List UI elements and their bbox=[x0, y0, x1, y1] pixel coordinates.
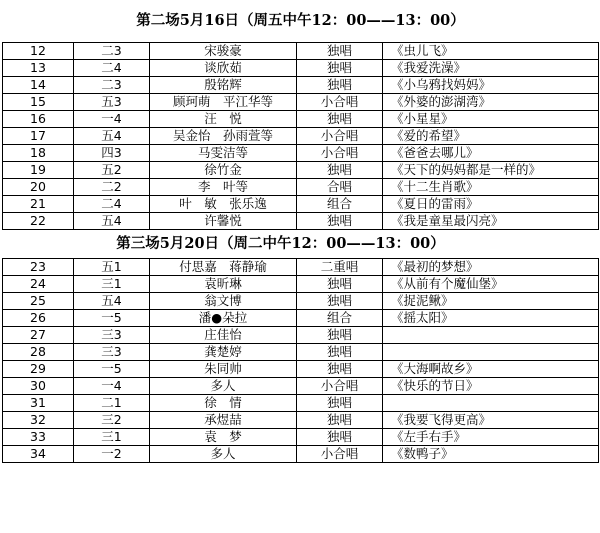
cell-song[interactable]: 《摇太阳》 bbox=[383, 310, 599, 327]
cell-song[interactable]: 《外婆的澎湖湾》 bbox=[383, 94, 599, 111]
cell-performer[interactable]: 马雯洁等 bbox=[150, 145, 297, 162]
table-row bbox=[3, 128, 599, 145]
table-row bbox=[3, 94, 599, 111]
cell-song[interactable]: 《从前有个魔仙堡》 bbox=[383, 276, 599, 293]
cell-performer[interactable]: 李 叶等 bbox=[150, 179, 297, 196]
cell-class[interactable]: 三3 bbox=[74, 344, 150, 361]
cell-class[interactable]: 五2 bbox=[74, 162, 150, 179]
cell-performer[interactable]: 宋骏豪 bbox=[150, 43, 297, 60]
cell-performer[interactable]: 袁昕琳 bbox=[150, 276, 297, 293]
cell-class[interactable]: 四3 bbox=[74, 145, 150, 162]
cell-class[interactable]: 三2 bbox=[74, 412, 150, 429]
cell-performer[interactable]: 殷铭辉 bbox=[150, 77, 297, 94]
table-row bbox=[3, 276, 599, 293]
table-row bbox=[3, 378, 599, 395]
table-row bbox=[3, 213, 599, 230]
cell-song[interactable]: 《小乌鸦找妈妈》 bbox=[383, 77, 599, 94]
cell-song[interactable] bbox=[383, 327, 599, 344]
cell-performer[interactable]: 叶 敏 张乐逸 bbox=[150, 196, 297, 213]
cell-performer[interactable]: 朱同帅 bbox=[150, 361, 297, 378]
cell-song[interactable]: 《夏日的雷雨》 bbox=[383, 196, 599, 213]
cell-song[interactable]: 《捉泥鳅》 bbox=[383, 293, 599, 310]
cell-number[interactable]: 26 bbox=[3, 310, 74, 327]
cell-number[interactable]: 16 bbox=[3, 111, 74, 128]
cell-song[interactable]: 《数鸭子》 bbox=[383, 446, 599, 463]
cell-performer[interactable]: 许馨悦 bbox=[150, 213, 297, 230]
table-row bbox=[3, 412, 599, 429]
cell-performance-type[interactable]: 独唱 bbox=[297, 77, 383, 94]
cell-number[interactable]: 22 bbox=[3, 213, 74, 230]
cell-song[interactable]: 《我爱洗澡》 bbox=[383, 60, 599, 77]
cell-class[interactable]: 二3 bbox=[74, 77, 150, 94]
table-row bbox=[3, 327, 599, 344]
cell-performer[interactable]: 徐 情 bbox=[150, 395, 297, 412]
cell-song[interactable]: 《爸爸去哪儿》 bbox=[383, 145, 599, 162]
cell-song[interactable] bbox=[383, 344, 599, 361]
cell-performance-type[interactable]: 独唱 bbox=[297, 111, 383, 128]
cell-performance-type[interactable]: 小合唱 bbox=[297, 378, 383, 395]
cell-song[interactable]: 《大海啊故乡》 bbox=[383, 361, 599, 378]
cell-number[interactable]: 32 bbox=[3, 412, 74, 429]
cell-performance-type[interactable]: 组合 bbox=[297, 196, 383, 213]
cell-class[interactable]: 三1 bbox=[74, 429, 150, 446]
program-table bbox=[2, 0, 599, 463]
cell-performer[interactable]: 袁 梦 bbox=[150, 429, 297, 446]
cell-performance-type[interactable]: 组合 bbox=[297, 310, 383, 327]
section-title[interactable]: 第三场5月20日（周二中午12：00——13：00） bbox=[3, 230, 599, 259]
cell-performance-type[interactable]: 独唱 bbox=[297, 162, 383, 179]
cell-performer[interactable]: 多人 bbox=[150, 446, 297, 463]
cell-performer[interactable]: 潘●朵拉 bbox=[150, 310, 297, 327]
table-row bbox=[3, 293, 599, 310]
cell-class[interactable]: 五3 bbox=[74, 94, 150, 111]
cell-performer[interactable]: 顾珂萌 平江华等 bbox=[150, 94, 297, 111]
cell-performance-type[interactable]: 独唱 bbox=[297, 344, 383, 361]
cell-number[interactable]: 34 bbox=[3, 446, 74, 463]
cell-performer[interactable]: 承煜喆 bbox=[150, 412, 297, 429]
cell-number[interactable]: 24 bbox=[3, 276, 74, 293]
cell-class[interactable]: 一4 bbox=[74, 111, 150, 128]
cell-song[interactable] bbox=[383, 395, 599, 412]
cell-number[interactable]: 33 bbox=[3, 429, 74, 446]
cell-performer[interactable]: 徐竹金 bbox=[150, 162, 297, 179]
cell-performance-type[interactable]: 独唱 bbox=[297, 395, 383, 412]
cell-performer[interactable]: 汪 悦 bbox=[150, 111, 297, 128]
cell-song[interactable]: 《十二生肖歌》 bbox=[383, 179, 599, 196]
section-title-row bbox=[3, 0, 599, 43]
cell-class[interactable]: 一4 bbox=[74, 378, 150, 395]
cell-performer[interactable]: 翁文博 bbox=[150, 293, 297, 310]
table-row bbox=[3, 446, 599, 463]
table-row bbox=[3, 162, 599, 179]
cell-class[interactable]: 五4 bbox=[74, 293, 150, 310]
cell-number[interactable]: 12 bbox=[3, 43, 74, 60]
cell-number[interactable]: 13 bbox=[3, 60, 74, 77]
cell-number[interactable]: 29 bbox=[3, 361, 74, 378]
table-row bbox=[3, 77, 599, 94]
cell-class[interactable]: 一5 bbox=[74, 361, 150, 378]
cell-number[interactable]: 27 bbox=[3, 327, 74, 344]
cell-number[interactable]: 30 bbox=[3, 378, 74, 395]
cell-class[interactable]: 一5 bbox=[74, 310, 150, 327]
cell-song[interactable]: 《左手右手》 bbox=[383, 429, 599, 446]
table-row bbox=[3, 395, 599, 412]
cell-performance-type[interactable]: 二重唱 bbox=[297, 259, 383, 276]
cell-class[interactable]: 三3 bbox=[74, 327, 150, 344]
cell-song[interactable]: 《爱的希望》 bbox=[383, 128, 599, 145]
table-row bbox=[3, 145, 599, 162]
table-row bbox=[3, 43, 599, 60]
cell-performance-type[interactable]: 独唱 bbox=[297, 361, 383, 378]
cell-song[interactable]: 《我要飞得更高》 bbox=[383, 412, 599, 429]
cell-class[interactable]: 二3 bbox=[74, 43, 150, 60]
cell-class[interactable]: 二1 bbox=[74, 395, 150, 412]
cell-performer[interactable]: 付思嘉 蒋静瑜 bbox=[150, 259, 297, 276]
cell-performance-type[interactable]: 小合唱 bbox=[297, 128, 383, 145]
cell-class[interactable]: 一2 bbox=[74, 446, 150, 463]
table-row bbox=[3, 429, 599, 446]
cell-performance-type[interactable]: 独唱 bbox=[297, 293, 383, 310]
cell-number[interactable]: 19 bbox=[3, 162, 74, 179]
cell-class[interactable]: 五1 bbox=[74, 259, 150, 276]
cell-performance-type[interactable]: 独唱 bbox=[297, 60, 383, 77]
cell-song[interactable]: 《虫儿飞》 bbox=[383, 43, 599, 60]
table-row bbox=[3, 60, 599, 77]
table-row bbox=[3, 259, 599, 276]
cell-number[interactable]: 31 bbox=[3, 395, 74, 412]
cell-song[interactable]: 《小星星》 bbox=[383, 111, 599, 128]
table-row bbox=[3, 344, 599, 361]
cell-performer[interactable]: 多人 bbox=[150, 378, 297, 395]
table-row bbox=[3, 196, 599, 213]
cell-performance-type[interactable]: 小合唱 bbox=[297, 145, 383, 162]
cell-number[interactable]: 17 bbox=[3, 128, 74, 145]
cell-performance-type[interactable]: 独唱 bbox=[297, 213, 383, 230]
table-row bbox=[3, 310, 599, 327]
section-title[interactable]: 第二场5月16日（周五中午12：00——13：00） bbox=[136, 12, 465, 29]
table-row bbox=[3, 111, 599, 128]
cell-performer[interactable]: 龚楚婷 bbox=[150, 344, 297, 361]
cell-class[interactable]: 二4 bbox=[74, 196, 150, 213]
cell-class[interactable]: 二2 bbox=[74, 179, 150, 196]
cell-performance-type[interactable]: 合唱 bbox=[297, 179, 383, 196]
cell-song[interactable]: 《快乐的节日》 bbox=[383, 378, 599, 395]
cell-number[interactable]: 18 bbox=[3, 145, 74, 162]
cell-performance-type[interactable]: 独唱 bbox=[297, 43, 383, 60]
cell-performer[interactable]: 吴金怡 孙雨萱等 bbox=[150, 128, 297, 145]
table-row bbox=[3, 179, 599, 196]
cell-song[interactable]: 《天下的妈妈都是一样的》 bbox=[383, 162, 599, 179]
cell-class[interactable]: 五4 bbox=[74, 213, 150, 230]
cell-performance-type[interactable]: 小合唱 bbox=[297, 446, 383, 463]
cell-class[interactable]: 五4 bbox=[74, 128, 150, 145]
cell-number[interactable]: 28 bbox=[3, 344, 74, 361]
table-row bbox=[3, 361, 599, 378]
cell-number[interactable]: 14 bbox=[3, 77, 74, 94]
cell-performance-type[interactable]: 独唱 bbox=[297, 429, 383, 446]
cell-song[interactable]: 《我是童星最闪亮》 bbox=[383, 213, 599, 230]
cell-number[interactable]: 25 bbox=[3, 293, 74, 310]
section-title-row bbox=[3, 230, 599, 259]
cell-number[interactable]: 21 bbox=[3, 196, 74, 213]
cell-number[interactable]: 23 bbox=[3, 259, 74, 276]
cell-performance-type[interactable]: 独唱 bbox=[297, 276, 383, 293]
cell-class[interactable]: 二4 bbox=[74, 60, 150, 77]
cell-number[interactable]: 15 bbox=[3, 94, 74, 111]
cell-performer[interactable]: 庄佳怡 bbox=[150, 327, 297, 344]
cell-performer[interactable]: 谈欣茹 bbox=[150, 60, 297, 77]
cell-performance-type[interactable]: 独唱 bbox=[297, 327, 383, 344]
cell-number[interactable]: 20 bbox=[3, 179, 74, 196]
cell-performance-type[interactable]: 小合唱 bbox=[297, 94, 383, 111]
cell-song[interactable]: 《最初的梦想》 bbox=[383, 259, 599, 276]
cell-performance-type[interactable]: 独唱 bbox=[297, 412, 383, 429]
program-table-body bbox=[3, 0, 599, 463]
cell-class[interactable]: 三1 bbox=[74, 276, 150, 293]
